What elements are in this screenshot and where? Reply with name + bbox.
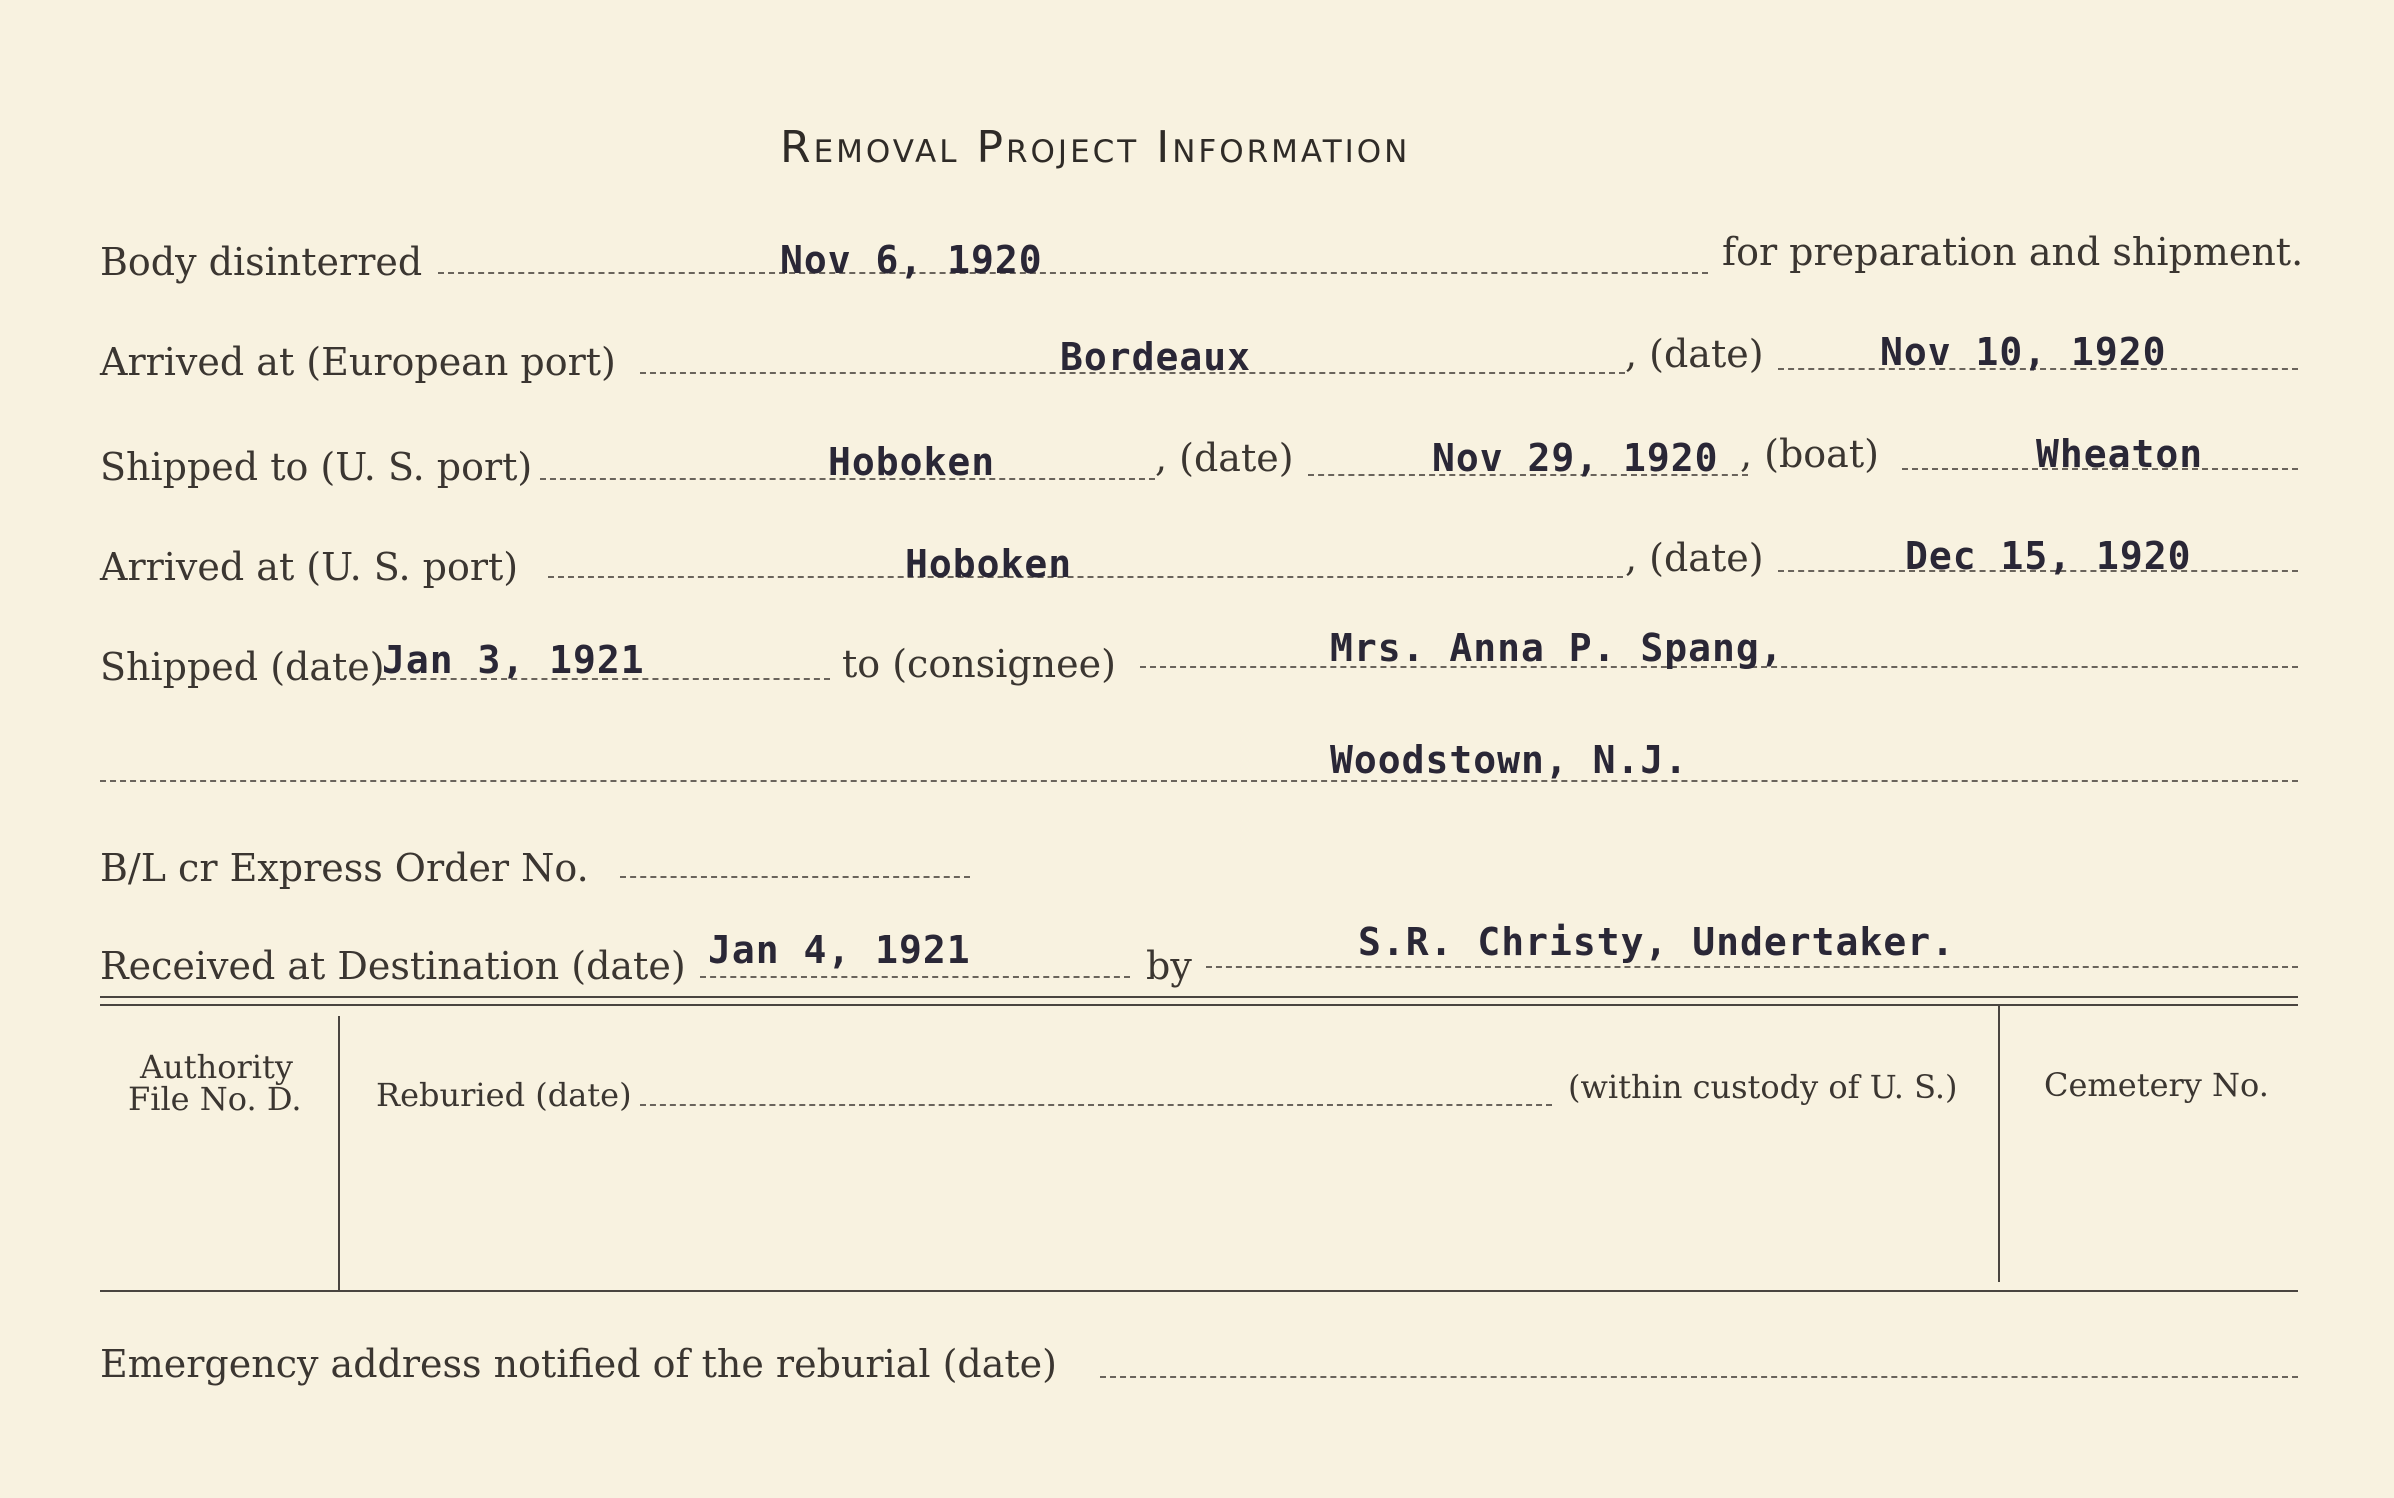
body-disinterred-suffix: for preparation and shipment.	[1722, 230, 2304, 274]
body-disinterred-line	[438, 272, 1708, 274]
received-line	[700, 976, 1130, 978]
arrived-us-line	[548, 576, 1623, 578]
form-title: Removal Project Information	[780, 122, 1411, 173]
shipped-us-label: Shipped to (U. S. port)	[100, 445, 533, 489]
received-by-value: S.R. Christy, Undertaker.	[1358, 920, 1955, 964]
shipped-us-value: Hoboken	[828, 440, 996, 484]
bl-order-line	[620, 876, 970, 878]
shipped-date-value: Jan 3, 1921	[382, 638, 645, 682]
received-label: Received at Destination (date)	[100, 944, 686, 988]
body-disinterred-value: Nov 6, 1920	[780, 238, 1043, 282]
authority-line1: Authority	[140, 1048, 293, 1086]
table-top-rule	[100, 996, 2298, 998]
table-divider-right	[1998, 1004, 2000, 1282]
received-by-label: by	[1146, 944, 1192, 988]
address-line	[100, 780, 2298, 782]
shipped-us-date-label: , (date)	[1155, 436, 1294, 480]
authority-line2: File No. D.	[128, 1080, 302, 1118]
arrived-european-date-value: Nov 10, 1920	[1880, 330, 2167, 374]
arrived-us-label: Arrived at (U. S. port)	[100, 545, 519, 589]
arrived-european-date-label: , (date)	[1625, 332, 1764, 376]
shipped-us-boat-value: Wheaton	[2036, 432, 2204, 476]
custody-label: (within custody of U. S.)	[1568, 1068, 1958, 1106]
table-divider-left	[338, 1016, 340, 1290]
arrived-us-date-value: Dec 15, 1920	[1905, 534, 2192, 578]
cemetery-label: Cemetery No.	[2044, 1066, 2269, 1104]
arrived-us-date-label: , (date)	[1625, 536, 1764, 580]
body-disinterred-label: Body disinterred	[100, 240, 423, 284]
shipped-us-date-value: Nov 29, 1920	[1432, 436, 1719, 480]
received-by-line	[1206, 966, 2298, 968]
arrived-european-label: Arrived at (European port)	[100, 340, 616, 384]
reburied-label: Reburied (date)	[376, 1076, 632, 1114]
emergency-line	[1100, 1376, 2298, 1378]
consignee-label: to (consignee)	[842, 642, 1116, 686]
consignee-address: Woodstown, N.J.	[1330, 738, 1689, 782]
emergency-label: Emergency address notified of the reburial (date)	[100, 1342, 1057, 1386]
shipped-us-boat-label: , (boat)	[1740, 432, 1879, 476]
reburied-line	[640, 1104, 1552, 1106]
arrived-european-value: Bordeaux	[1060, 335, 1252, 379]
table-bottom-rule	[100, 1290, 2298, 1292]
shipped-date-label: Shipped (date)	[100, 645, 385, 689]
table-top-rule-2	[100, 1004, 2298, 1006]
bl-order-label: B/L cr Express Order No.	[100, 846, 589, 890]
arrived-us-value: Hoboken	[905, 542, 1073, 586]
consignee-value: Mrs. Anna P. Spang,	[1330, 626, 1784, 670]
received-value: Jan 4, 1921	[708, 928, 971, 972]
